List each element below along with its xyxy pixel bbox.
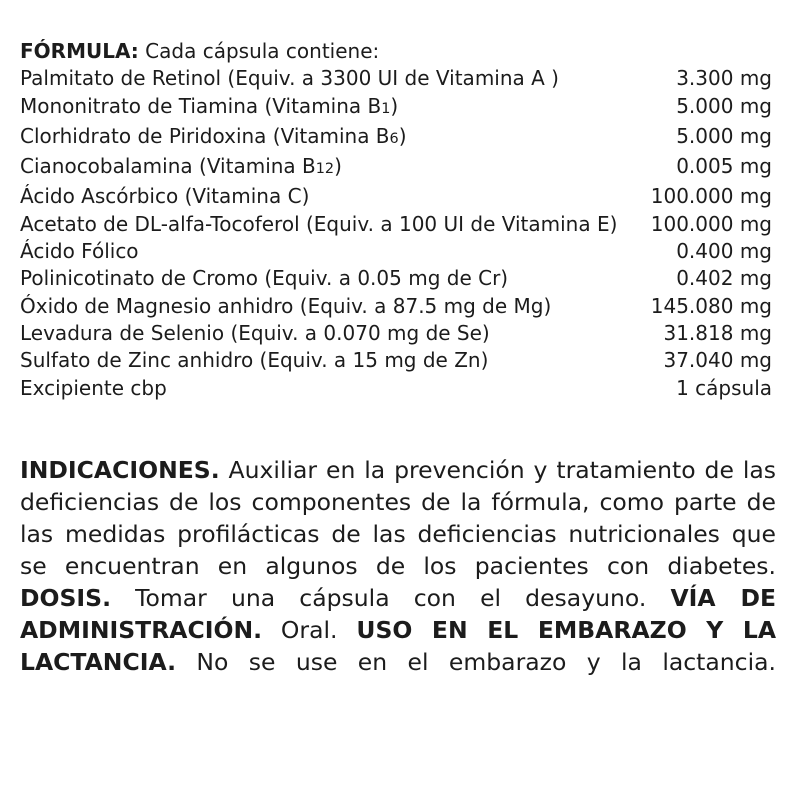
section-label: ADMINISTRACIÓN. [20,616,263,644]
ingredient-name-text: Óxido de Magnesio anhidro (Equiv. a 87.5 mg de Mg) [20,293,552,318]
formula-heading: FÓRMULA: [20,39,139,63]
ingredient-name-text: Palmitato de Retinol (Equiv. a 3300 UI de Vitamina A ) [20,66,559,91]
indications-line [20,550,776,582]
ingredient-name-text: ) [334,154,342,179]
ingredient-name-text: Sulfato de Zinc anhidro (Equiv. a 15 mg de Zn) [20,348,489,373]
section-label: INDICACIONES. [20,456,220,484]
vitamin-subscript: 6 [389,130,399,147]
body-text: Auxiliar en la prevención y tratamiento de las [219,456,776,484]
formula-section [20,38,772,402]
ingredient-row [20,347,772,374]
indications-line [20,454,776,486]
ingredient-name-text: Mononitrato de Tiamina (Vitamina B [20,93,382,118]
section-label: VÍA DE [670,584,777,612]
section-label: LACTANCIA. [20,648,177,676]
indications-line [20,486,776,518]
ingredient-name [20,293,551,320]
body-text: Oral. [262,616,357,644]
ingredient-quantity: 0.400 mg [676,239,772,264]
ingredient-name [20,375,167,402]
ingredient-name-text: Excipiente cbp [20,375,167,400]
ingredient-name [20,320,490,347]
ingredient-row [20,320,772,347]
section-label: USO EN EL EMBARAZO Y LA [356,616,777,644]
ingredient-quantity: 5.000 mg [676,123,772,148]
indications-section [20,454,776,678]
ingredient-name-text: ) [398,123,407,148]
ingredient-name-text: Acetato de DL-alfa-Tocoferol (Equiv. a 100 UI de Vitamina E) [20,211,618,236]
body-text: las medidas profilácticas de las deficiencias nutricionales que [20,520,776,548]
ingredient-name-text: Cianocobalamina (Vitamina B [20,154,316,179]
ingredient-name [20,238,139,265]
ingredient-name-text: Clorhidrato de Piridoxina (Vitamina B [20,123,390,148]
vitamin-subscript: 1 [381,100,391,117]
ingredient-row [20,153,772,183]
section-label: DOSIS. [20,584,112,612]
ingredient-row [20,65,772,92]
ingredient-row [20,211,772,238]
body-text: Tomar una cápsula con el desayuno. [111,584,671,612]
ingredient-row [20,238,772,265]
ingredient-list [20,65,772,402]
vitamin-subscript: 12 [315,161,335,178]
ingredient-row [20,183,772,210]
ingredient-row [20,375,772,402]
ingredient-name [20,183,309,210]
ingredient-quantity: 145.080 mg [650,293,772,318]
ingredient-name [20,93,398,123]
indications-line [20,614,776,646]
ingredient-name-text: ) [390,93,399,118]
formula-heading-line [20,38,772,65]
ingredient-quantity: 31.818 mg [663,320,772,345]
ingredient-name [20,347,488,374]
ingredient-quantity: 1 cápsula [676,375,772,400]
ingredient-quantity: 0.402 mg [676,266,772,291]
ingredient-name [20,153,342,183]
ingredient-quantity: 0.005 mg [676,154,772,179]
body-text: No se use en el embarazo y la lactancia. [176,648,776,676]
ingredient-name [20,211,617,238]
body-text: deficiencias de los componentes de la fórmula, como parte de [20,488,776,516]
ingredient-quantity: 3.300 mg [676,66,772,91]
ingredient-name-text: Ácido Fólico [20,239,139,264]
body-text: se encuentran en algunos de los pacientes con diabetes. [20,552,776,580]
ingredient-row [20,265,772,292]
indications-line [20,646,776,678]
ingredient-quantity: 100.000 mg [650,184,772,209]
ingredient-quantity: 5.000 mg [676,93,772,118]
ingredient-name [20,65,559,92]
ingredient-name [20,123,407,153]
ingredient-quantity: 37.040 mg [663,348,772,373]
ingredient-name [20,265,508,292]
ingredient-row [20,293,772,320]
indications-line [20,518,776,550]
indications-line [20,582,776,614]
ingredient-name-text: Ácido Ascórbico (Vitamina C) [20,184,310,209]
ingredient-row [20,123,772,153]
ingredient-name-text: Levadura de Selenio (Equiv. a 0.070 mg de Se) [20,320,490,345]
ingredient-name-text: Polinicotinato de Cromo (Equiv. a 0.05 mg de Cr) [20,266,509,291]
ingredient-quantity: 100.000 mg [650,211,772,236]
ingredient-row [20,93,772,123]
formula-intro: Cada cápsula contiene: [145,39,380,63]
